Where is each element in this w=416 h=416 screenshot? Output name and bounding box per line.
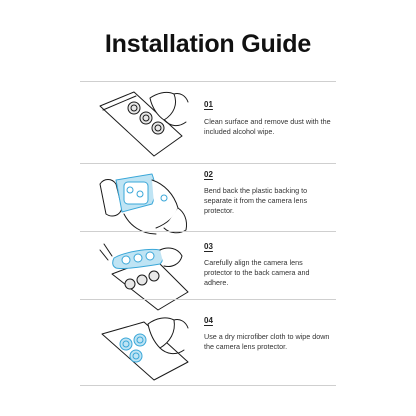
step-text: Use a dry microfiber cloth to wipe down the camera lens protector. bbox=[204, 332, 330, 351]
step-4 bbox=[80, 304, 336, 382]
phone-wipe-icon bbox=[94, 86, 192, 164]
divider bbox=[80, 81, 336, 82]
step-text: Bend back the plastic backing to separate it from the camera lens protector. bbox=[204, 186, 308, 215]
page-title: Installation Guide bbox=[104, 30, 312, 58]
microfiber-wipe-icon bbox=[94, 304, 192, 382]
step-text: Carefully align the camera lens protector to the back camera and adhere. bbox=[204, 258, 310, 287]
step-1 bbox=[80, 86, 336, 164]
step-text: Clean surface and remove dust with the included alcohol wipe. bbox=[204, 117, 331, 136]
step-3 bbox=[80, 236, 336, 314]
peel-backing-icon bbox=[94, 168, 192, 246]
divider bbox=[80, 385, 336, 386]
divider bbox=[80, 163, 336, 164]
step-number: 03 bbox=[204, 242, 213, 251]
divider bbox=[80, 299, 336, 300]
divider bbox=[80, 231, 336, 232]
step-number: 01 bbox=[204, 100, 213, 109]
step-2 bbox=[80, 168, 336, 246]
step-number: 04 bbox=[204, 316, 213, 325]
align-protector-icon bbox=[94, 236, 192, 314]
step-number: 02 bbox=[204, 170, 213, 179]
